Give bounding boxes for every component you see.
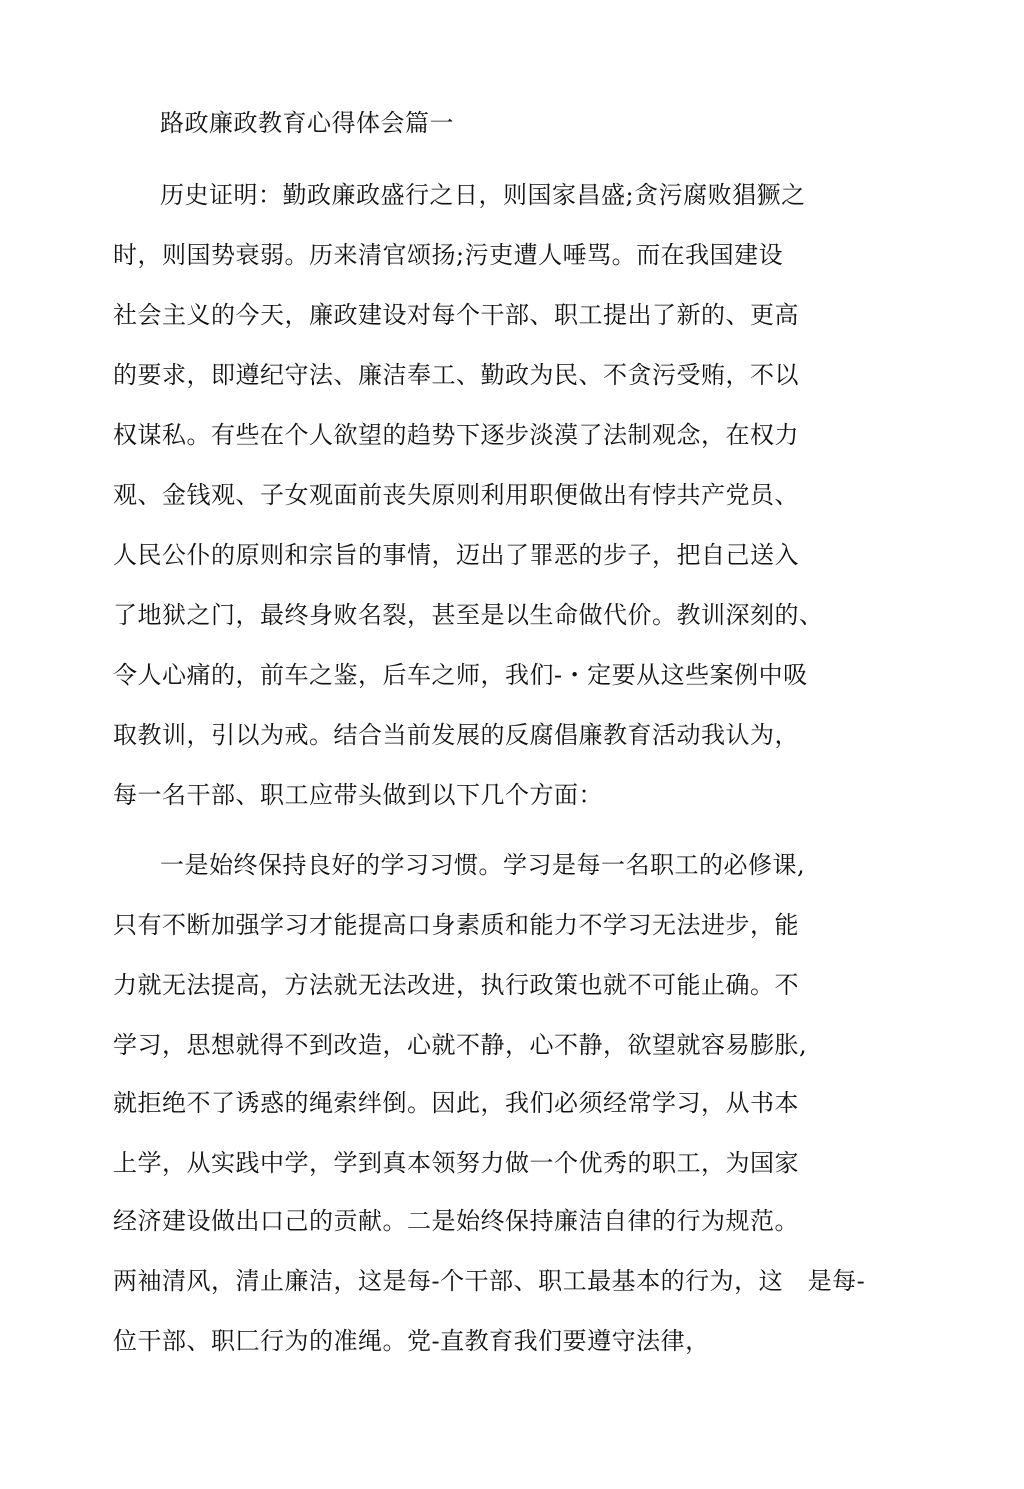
paragraph-1-line-4: 的要求，即遵纪守法、廉洁奉工、勤政为民、不贪污受贿，不以 bbox=[113, 361, 799, 389]
paragraph-1-line-8: 了地狱之门，最终身败名裂，甚至是以生命做代价。教训深刻的、 bbox=[113, 601, 824, 629]
paragraph-1-line-11: 每一名干部、职工应带头做到以下几个方面： bbox=[113, 781, 603, 809]
paragraph-2-line-5: 就拒绝不了诱惑的绳索绊倒。因此，我们必须经常学习，从书本 bbox=[113, 1089, 799, 1117]
paragraph-2-line-7: 经济建设做出口己的贡献。二是始终保持廉洁自律的行为规范。 bbox=[113, 1207, 799, 1235]
paragraph-1-line-9: 令人心痛的，前车之鉴，后车之师，我们-・定要从这些案例中吸 bbox=[113, 661, 808, 689]
paragraph-1-line-2: 时，则国势衰弱。历来清官颂扬;污吏遭人唾骂。而在我国建设 bbox=[113, 241, 784, 269]
paragraph-1-line-6: 观、金钱观、子女观面前丧失原则利用职便做出有悖共产党员、 bbox=[113, 481, 799, 509]
paragraph-1-line-1: 历史证明：勤政廉政盛行之日，则国家昌盛;贪污腐败猖獗之 bbox=[160, 181, 806, 209]
paragraph-2-line-8: 两袖清风，清止廉洁，这是每-个干部、职工最基本的行为，这 是每- bbox=[113, 1267, 866, 1295]
paragraph-1-line-5: 权谋私。有些在个人欲望的趋势下逐步淡漠了法制观念，在权力 bbox=[113, 421, 799, 449]
paragraph-2-line-2: 只有不断加强学习才能提高口身素质和能力不学习无法进步，能 bbox=[113, 911, 799, 939]
document-title: 路政廉政教育心得体会篇一 bbox=[160, 109, 454, 137]
paragraph-2-line-9: 位干部、职匚行为的准绳。党-直教育我们要遵守法律， bbox=[113, 1327, 710, 1355]
paragraph-2-line-1: 一是始终保持良好的学习习惯。学习是每一名职工的必修课, bbox=[160, 851, 806, 879]
paragraph-2-line-6: 上学，从实践中学，学到真本领努力做一个优秀的职工，为国家 bbox=[113, 1149, 799, 1177]
paragraph-1-line-7: 人民公仆的原则和宗旨的事情，迈出了罪恶的步子，把自己送入 bbox=[113, 541, 799, 569]
paragraph-2-line-4: 学习，思想就得不到改造，心就不静，心不静，欲望就容易膨胀, bbox=[113, 1031, 808, 1059]
paragraph-1-line-10: 取教训，引以为戒。结合当前发展的反腐倡廉教育活动我认为， bbox=[113, 721, 799, 749]
paragraph-2-line-3: 力就无法提高，方法就无法改进，执行政策也就不可能止确。不 bbox=[113, 971, 799, 999]
paragraph-1-line-3: 社会主义的今天，廉政建设对每个干部、职工提出了新的、更高 bbox=[113, 301, 799, 329]
